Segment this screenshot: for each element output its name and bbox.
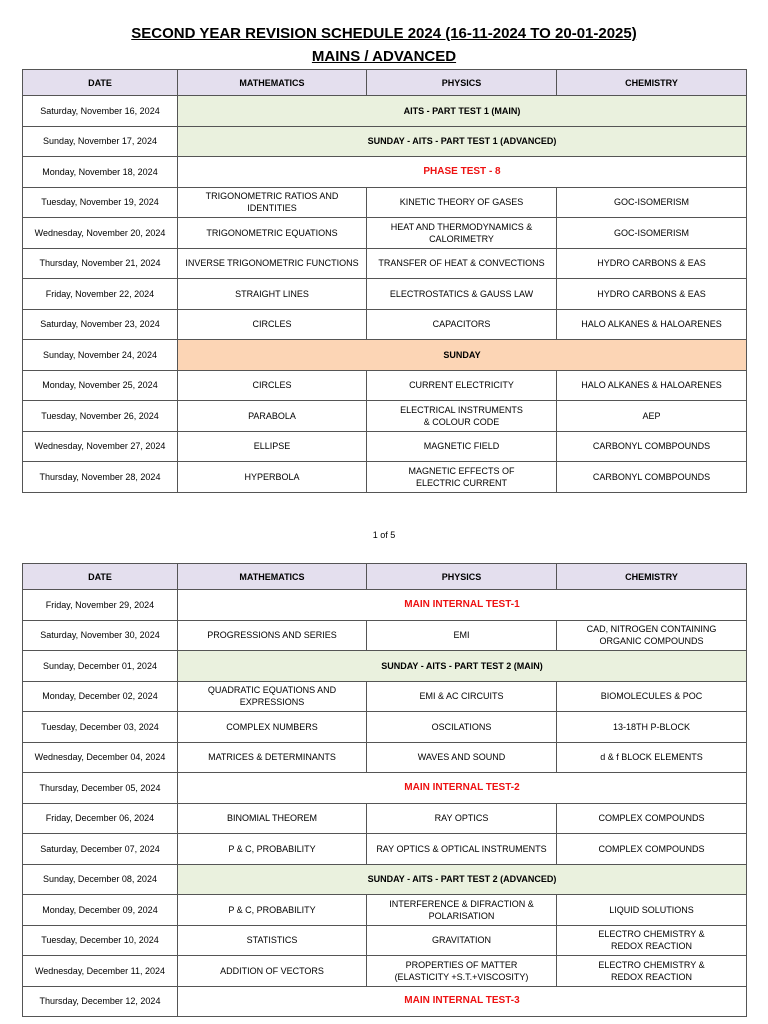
chemistry-cell: COMPLEX COMPOUNDS [557,834,747,865]
chemistry-cell: LIQUID SOLUTIONS [557,895,747,926]
date-cell: Thursday, December 05, 2024 [23,773,178,804]
table-row [23,279,747,310]
table-row [23,431,747,462]
mathematics-cell: PARABOLA [178,401,367,432]
date-cell: Tuesday, December 03, 2024 [23,712,178,743]
event-cell: MAIN INTERNAL TEST-3 [178,986,747,1017]
mathematics-cell: CIRCLES [178,370,367,401]
date-cell: Monday, November 25, 2024 [23,370,178,401]
table-row [23,834,747,865]
table-header-row [23,70,747,96]
table-row [23,651,747,682]
event-cell: SUNDAY - AITS - PART TEST 1 (ADVANCED) [178,126,747,157]
date-cell: Tuesday, December 10, 2024 [23,925,178,956]
chemistry-cell: HYDRO CARBONS & EAS [557,248,747,279]
schedule-table-page-2 [22,563,747,1017]
mathematics-cell: HYPERBOLA [178,462,367,493]
date-cell: Wednesday, November 20, 2024 [23,218,178,249]
physics-cell: ELECTROSTATICS & GAUSS LAW [367,279,557,310]
event-cell: PHASE TEST - 8 [178,157,747,188]
table-row [23,620,747,651]
physics-cell: RAY OPTICS & OPTICAL INSTRUMENTS [367,834,557,865]
date-cell: Sunday, November 17, 2024 [23,126,178,157]
mathematics-cell: COMPLEX NUMBERS [178,712,367,743]
physics-cell: RAY OPTICS [367,803,557,834]
chemistry-cell: CARBONYL COMBPOUNDS [557,462,747,493]
chemistry-cell: GOC-ISOMERISM [557,218,747,249]
mathematics-cell: MATRICES & DETERMINANTS [178,742,367,773]
table-row [23,126,747,157]
header-mathematics: MATHEMATICS [178,70,367,96]
mathematics-cell: P & C, PROBABILITY [178,895,367,926]
chemistry-cell: BIOMOLECULES & POC [557,681,747,712]
mathematics-cell: CIRCLES [178,309,367,340]
physics-cell: ELECTRICAL INSTRUMENTS & COLOUR CODE [367,401,557,432]
chemistry-cell: GOC-ISOMERISM [557,187,747,218]
chemistry-cell: ELECTRO CHEMISTRY & REDOX REACTION [557,956,747,987]
mathematics-cell: ADDITION OF VECTORS [178,956,367,987]
chemistry-cell: HYDRO CARBONS & EAS [557,279,747,310]
table-row [23,712,747,743]
table-row [23,895,747,926]
page-title: SECOND YEAR REVISION SCHEDULE 2024 (16-11-2024 TO 20-01-2025) [131,25,637,42]
date-cell: Tuesday, November 19, 2024 [23,187,178,218]
physics-cell: MAGNETIC FIELD [367,431,557,462]
mathematics-cell: STATISTICS [178,925,367,956]
page-subtitle: MAINS / ADVANCED [311,48,457,65]
date-cell: Saturday, November 23, 2024 [23,309,178,340]
table-row [23,218,747,249]
header-physics: PHYSICS [367,564,557,590]
chemistry-cell: CARBONYL COMBPOUNDS [557,431,747,462]
chemistry-cell: CAD, NITROGEN CONTAINING ORGANIC COMPOUNDS [557,620,747,651]
date-cell: Thursday, November 21, 2024 [23,248,178,279]
chemistry-cell: ELECTRO CHEMISTRY & REDOX REACTION [557,925,747,956]
physics-cell: EMI [367,620,557,651]
physics-cell: TRANSFER OF HEAT & CONVECTIONS [367,248,557,279]
event-cell: SUNDAY - AITS - PART TEST 2 (MAIN) [178,651,747,682]
physics-cell: KINETIC THEORY OF GASES [367,187,557,218]
physics-cell: WAVES AND SOUND [367,742,557,773]
physics-cell: HEAT AND THERMODYNAMICS & CALORIMETRY [367,218,557,249]
schedule-table-page-1 [22,69,747,493]
chemistry-cell: HALO ALKANES & HALOARENES [557,370,747,401]
table-row [23,590,747,621]
mathematics-cell: BINOMIAL THEOREM [178,803,367,834]
table-row [23,681,747,712]
date-cell: Thursday, November 28, 2024 [23,462,178,493]
physics-cell: OSCILATIONS [367,712,557,743]
date-cell: Saturday, November 30, 2024 [23,620,178,651]
chemistry-cell: HALO ALKANES & HALOARENES [557,309,747,340]
table-row [23,157,747,188]
date-cell: Wednesday, November 27, 2024 [23,431,178,462]
table-row [23,864,747,895]
header-date: DATE [23,564,178,590]
physics-cell: INTERFERENCE & DIFRACTION & POLARISATION [367,895,557,926]
date-cell: Saturday, December 07, 2024 [23,834,178,865]
table-row [23,248,747,279]
mathematics-cell: P & C, PROBABILITY [178,834,367,865]
physics-cell: PROPERTIES OF MATTER (ELASTICITY +S.T.+VISCOSITY) [367,956,557,987]
header-physics: PHYSICS [367,70,557,96]
mathematics-cell: STRAIGHT LINES [178,279,367,310]
date-cell: Wednesday, December 04, 2024 [23,742,178,773]
date-cell: Monday, December 09, 2024 [23,895,178,926]
mathematics-cell: QUADRATIC EQUATIONS AND EXPRESSIONS [178,681,367,712]
table-row [23,340,747,371]
header-chemistry: CHEMISTRY [557,70,747,96]
mathematics-cell: TRIGONOMETRIC RATIOS AND IDENTITIES [178,187,367,218]
date-cell: Sunday, December 08, 2024 [23,864,178,895]
table-row [23,96,747,127]
date-cell: Tuesday, November 26, 2024 [23,401,178,432]
table-row [23,187,747,218]
date-cell: Thursday, December 12, 2024 [23,986,178,1017]
event-cell: SUNDAY - AITS - PART TEST 2 (ADVANCED) [178,864,747,895]
event-cell: SUNDAY [178,340,747,371]
table-row [23,462,747,493]
event-cell: MAIN INTERNAL TEST-1 [178,590,747,621]
header-mathematics: MATHEMATICS [178,564,367,590]
date-cell: Friday, November 22, 2024 [23,279,178,310]
page-number: 1 of 5 [372,530,396,540]
table-body [23,96,747,493]
date-cell: Saturday, November 16, 2024 [23,96,178,127]
physics-cell: MAGNETIC EFFECTS OF ELECTRIC CURRENT [367,462,557,493]
physics-cell: CURRENT ELECTRICITY [367,370,557,401]
mathematics-cell: INVERSE TRIGONOMETRIC FUNCTIONS [178,248,367,279]
date-cell: Monday, November 18, 2024 [23,157,178,188]
physics-cell: EMI & AC CIRCUITS [367,681,557,712]
table-row [23,401,747,432]
mathematics-cell: PROGRESSIONS AND SERIES [178,620,367,651]
physics-cell: CAPACITORS [367,309,557,340]
chemistry-cell: d & f BLOCK ELEMENTS [557,742,747,773]
chemistry-cell: COMPLEX COMPOUNDS [557,803,747,834]
table-row [23,803,747,834]
table-header-row [23,564,747,590]
table-row [23,309,747,340]
date-cell: Wednesday, December 11, 2024 [23,956,178,987]
table-row [23,986,747,1017]
table-row [23,956,747,987]
table-row [23,742,747,773]
mathematics-cell: TRIGONOMETRIC EQUATIONS [178,218,367,249]
date-cell: Friday, December 06, 2024 [23,803,178,834]
chemistry-cell: 13-18TH P-BLOCK [557,712,747,743]
table-row [23,370,747,401]
event-cell: AITS - PART TEST 1 (MAIN) [178,96,747,127]
mathematics-cell: ELLIPSE [178,431,367,462]
date-cell: Monday, December 02, 2024 [23,681,178,712]
table-row [23,925,747,956]
physics-cell: GRAVITATION [367,925,557,956]
date-cell: Friday, November 29, 2024 [23,590,178,621]
date-cell: Sunday, November 24, 2024 [23,340,178,371]
date-cell: Sunday, December 01, 2024 [23,651,178,682]
chemistry-cell: AEP [557,401,747,432]
header-chemistry: CHEMISTRY [557,564,747,590]
table-body [23,590,747,1017]
header-date: DATE [23,70,178,96]
table-row [23,773,747,804]
event-cell: MAIN INTERNAL TEST-2 [178,773,747,804]
